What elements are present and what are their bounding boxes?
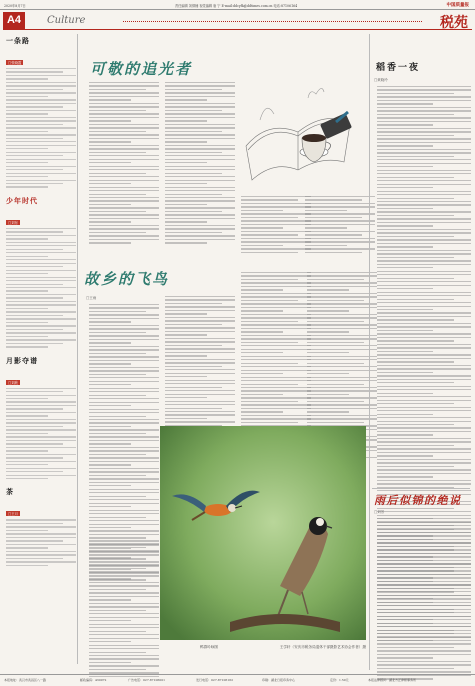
left-text-3 bbox=[6, 388, 76, 480]
main-article-col-1 bbox=[86, 82, 158, 246]
footer-price: 定价：1.50元 bbox=[330, 678, 349, 682]
right-column-rule bbox=[369, 34, 370, 670]
footer-dist-phone: 发行电话：027-87106162 bbox=[196, 678, 234, 682]
article-title-bird: 故乡的飞鸟 bbox=[84, 270, 170, 288]
birds-photo bbox=[160, 426, 366, 640]
main-article-col-4 bbox=[302, 196, 364, 255]
right-author-2: □刘芳 bbox=[374, 510, 385, 514]
page-name: 税苑 bbox=[440, 15, 468, 31]
right-author-1: □黄晓玲 bbox=[374, 78, 388, 82]
page-banner bbox=[3, 12, 472, 30]
left-text-4 bbox=[6, 519, 76, 566]
caption-credit: 王学轩（安庆市税务局退休干部摄影艺术协会作者）摄 bbox=[279, 645, 366, 649]
main-article-col-2 bbox=[162, 82, 234, 246]
section-label: Culture bbox=[47, 15, 86, 26]
masthead bbox=[0, 0, 475, 10]
article-title-right-1: 稻香一夜 bbox=[376, 63, 421, 73]
masthead-date: 2020年8月7日 bbox=[4, 4, 26, 8]
right-divider bbox=[372, 488, 470, 489]
left-heading-1: 一条路 bbox=[6, 36, 30, 45]
left-byline-1: □张晓霞 bbox=[8, 61, 22, 65]
left-heading-3: 月影夺谱 bbox=[6, 355, 38, 365]
masthead-paper: 中国质量报 bbox=[446, 3, 469, 8]
page-number: A4 bbox=[3, 12, 25, 29]
dotted-rule bbox=[123, 21, 422, 22]
footer-address: 本报地址：武汉市武昌区八一路 bbox=[4, 678, 47, 682]
bird-article-col-2 bbox=[162, 296, 234, 428]
masthead-editors: 责任编辑 刘倩楠 视觉编辑 唐 宁 E-mail:ddcyfk@ddtimes.com.cn 电话:87106164 bbox=[175, 4, 298, 8]
left-heading-2: 少年时代 bbox=[6, 195, 38, 205]
left-text-1 bbox=[6, 68, 76, 188]
footer-printer: 印刷：湖北日报印务中心 bbox=[262, 678, 296, 682]
caption-title: 鸭群吟咏图 bbox=[200, 645, 218, 649]
left-column bbox=[3, 34, 78, 664]
left-byline-2: □刘东 bbox=[8, 220, 18, 225]
left-byline-4: □王月 bbox=[8, 512, 18, 517]
bird-article-col-5 bbox=[86, 540, 158, 679]
left-byline-3: □刘欣 bbox=[8, 380, 18, 385]
left-heading-4: 茶 bbox=[6, 487, 14, 497]
article-title-right-2: 雨后似锦的绝说 bbox=[374, 494, 462, 507]
right-article-2 bbox=[374, 510, 470, 682]
article-title-main: 可敬的追光者 bbox=[90, 60, 193, 78]
main-article-col-3 bbox=[238, 196, 298, 255]
footer-legal: 本报法律顾问：湖北方正律师事务所 bbox=[368, 678, 417, 682]
book-coffee-illustration bbox=[238, 80, 356, 192]
left-text-2 bbox=[6, 228, 76, 348]
cup-group bbox=[300, 112, 352, 162]
page-footer bbox=[0, 674, 475, 686]
footer-ad-phone: 广告电话：027-87106001 bbox=[128, 678, 166, 682]
footer-postcode: 邮政编码：430072 bbox=[80, 678, 107, 682]
bird-author: □王雨 bbox=[86, 296, 97, 300]
